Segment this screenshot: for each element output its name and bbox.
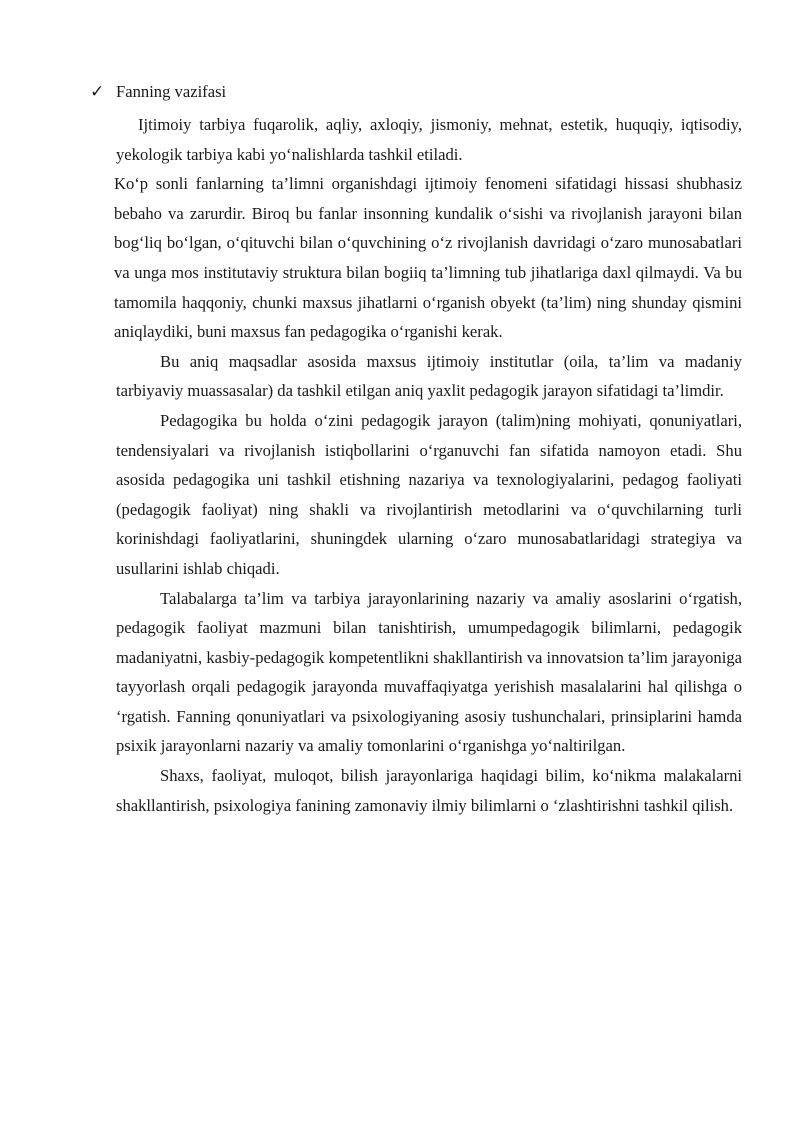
paragraph-1: Ijtimoiy tarbiya fuqarolik, aqliy, axloqiy, jismoniy, mehnat, estetik, huquqiy, iqtisodiy, yekologik tarbiya kabi yo‘nalishlarda tashkil etiladi. [116, 115, 742, 164]
section-heading [90, 80, 226, 104]
paragraph-4: Pedagogika bu holda o‘zini pedagogik jarayon (talim)ning mohiyati, qonuniyatlari, tendensiyalari va rivojlanish istiqbollarini o‘rganuvchi fan sifatida namoyon etadi. Shu asosida pedagogika uni tashkil etishning nazariya va texnologiyalarini, pedagog faoliyati (pedagogik faoliyat) ning shakli va rivojlantirish metodlarini va o‘quvchilarning turli korinishdagi faoliyatlarini, shuningdek ularning o‘zaro munosabatlaridagi strategiya va usullarini ishlab chiqadi. [116, 410, 742, 578]
body-text [116, 110, 742, 820]
paragraph-6: Shaxs, faoliyat, muloqot, bilish jarayonlariga haqidagi bilim, ko‘nikma malakalarni shakllantirish, psixologiya fanining zamonaviy ilmiy bilimlarni o ‘zlashtirishni tashkil qilish. [116, 766, 742, 815]
checkmark-icon: ✓ [90, 82, 105, 101]
paragraph-2: Ko‘p sonli fanlarning ta’limni organishdagi ijtimoiy fenomeni sifatidagi hissasi shubhasiz bebaho va zarurdir. Biroq bu fanlar insonning kundalik o‘sishi va rivojlanish jarayoni bilan bog‘liq bo‘lgan, o‘qituvchi bilan o‘quvchining o‘z rivojlanish davridagi o‘zaro munosabatlari va unga mos institutaviy struktura bilan bogiiq ta’limning tub jihatlariga daxl qilmaydi. Va bu tamomila haqqoniy, chunki maxsus jihatlarni o‘rganish obyekt (ta’lim) ning shunday qismini aniqlaydiki, buni maxsus fan pedagogika o‘rganishi kerak. [114, 174, 742, 342]
heading-text: Fanning vazifasi [116, 82, 227, 101]
paragraph-5: Talabalarga ta’lim va tarbiya jarayonlarining nazariy va amaliy asoslarini o‘rgatish, pedagogik faoliyat mazmuni bilan tanishtirish, umumpedagogik bilimlarni, pedagogik madaniyatni, kasbiy-pedagogik kompetentlikni shakllantirish va innovatsion ta’lim jarayoniga tayyorlash orqali pedagogik jarayonda muvaffaqiyatga yerishish masalalarini hal qilishga o ‘rgatish. Fanning qonuniyatlari va psixologiyaning asosiy tushunchalari, prinsiplarini hamda psixik jarayonlarni nazariy va amaliy tomonlarini o‘rganishga yo‘naltirilgan. [116, 588, 742, 756]
paragraph-3: Bu aniq maqsadlar asosida maxsus ijtimoiy institutlar (oila, ta’lim va madaniy tarbiyaviy muassasalar) da tashkil etilgan aniq yaxlit pedagogik jarayon sifatidagi ta’limdir. [116, 351, 742, 401]
